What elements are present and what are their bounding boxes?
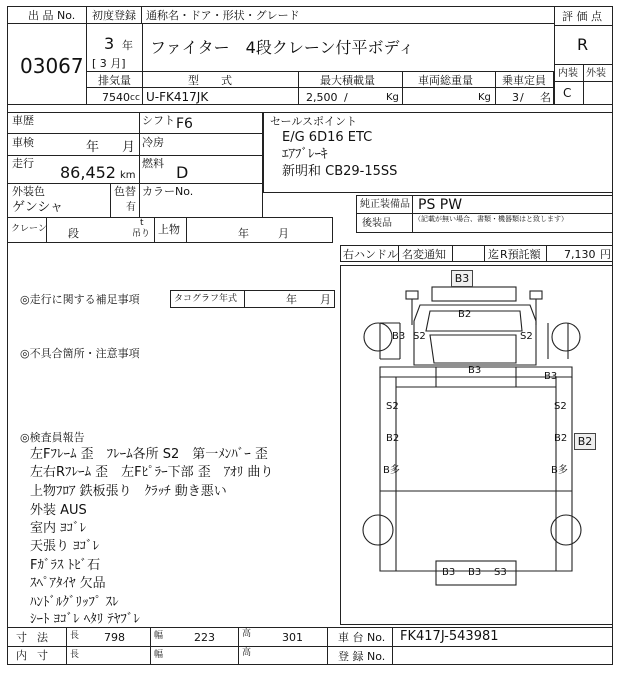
mark-right-tire-b3: B3 <box>544 371 558 382</box>
exterior-label: 外装 <box>586 68 606 79</box>
name-label: 通称名・ドア・形状・グレード <box>146 9 300 22</box>
mark-left-b2: B2 <box>386 433 400 444</box>
inspector-line: 左右Rﾌﾚｰﾑ 歪 左Fﾋﾟﾗｰ下部 歪 ｱｵﾘ 曲り <box>30 465 274 480</box>
displacement-label: 排気量 <box>98 74 131 87</box>
fuel-value: D <box>176 163 189 182</box>
inner-width-label: 幅 <box>154 650 164 660</box>
divider <box>110 183 111 218</box>
mark-left-b-many: B多 <box>383 465 400 476</box>
mark-rear-b3-1: B3 <box>442 567 456 578</box>
exterior-color: ゲンシャ <box>12 200 64 215</box>
divider <box>150 627 151 665</box>
aftermarket-label: 後装品 <box>362 218 392 229</box>
capacity-label: 乗車定員 <box>502 74 546 87</box>
aftermarket-note: （記載が無い場合、書類・機器類はと致します） <box>414 215 568 223</box>
mark-right-s2: S2 <box>554 401 567 412</box>
width: 223 <box>194 631 215 644</box>
equipment-label: 純正装備品 <box>360 199 410 210</box>
color-no-label: カラーNo. <box>142 185 194 198</box>
divider <box>7 183 263 184</box>
divider <box>244 290 245 308</box>
capacity: 3 <box>512 91 519 104</box>
divider <box>238 627 239 665</box>
history-label: 車歴 <box>12 114 34 127</box>
color-change-label: 色替 <box>114 185 136 198</box>
footer-row-2 <box>7 646 613 665</box>
grade-label: 評 価 点 <box>562 10 602 23</box>
divider <box>546 245 547 262</box>
mark-cab-right-s2: S2 <box>520 331 533 342</box>
divider <box>66 627 67 665</box>
height: 301 <box>282 631 303 644</box>
inspector-line: Fｶﾞﾗｽ ﾄﾋﾞ石 <box>30 558 101 573</box>
mark-rear-s3: S3 <box>494 567 507 578</box>
vin-label: 車 台 No. <box>338 631 386 644</box>
steering-side: 右ハンドル <box>343 248 398 261</box>
mileage: 86,452 <box>60 163 116 182</box>
capacity-slash: / <box>520 91 524 104</box>
upper-year: 年 <box>238 227 249 240</box>
divider <box>554 81 613 82</box>
mark-side-box: B2 <box>574 433 596 450</box>
divider <box>154 217 155 243</box>
divider <box>356 213 613 214</box>
length-label: 長 <box>70 631 80 641</box>
inspector-line: 上物ﾌﾛｱ 鉄板張り ｸﾗｯﾁ 動き悪い <box>30 484 227 499</box>
sales-line-3: 新明和 CB29-15SS <box>282 164 398 179</box>
divider <box>327 627 328 665</box>
mark-right-b2: B2 <box>554 433 568 444</box>
displacement: 7540 <box>102 91 130 104</box>
tachograph-label: タコグラフ年式 <box>174 294 238 304</box>
interior-label: 内装 <box>558 68 578 79</box>
recycle-deposit-unit: 円 <box>600 248 611 261</box>
header-line <box>86 23 554 24</box>
divider <box>398 245 399 262</box>
equipment: PS PW <box>418 197 463 213</box>
shift-label: シフト <box>142 114 175 127</box>
mark-cab-left-b3: B3 <box>392 331 406 342</box>
divider <box>402 71 403 105</box>
inspection-label: 車検 <box>12 136 34 149</box>
max-load-unit: Kg <box>386 92 399 103</box>
inspector-report-label: ◎検査員報告 <box>20 431 85 444</box>
divider <box>392 627 393 665</box>
divider <box>412 195 413 233</box>
reg-no-label: 登 録 No. <box>338 650 386 663</box>
vin: FK417J-543981 <box>400 629 499 644</box>
inspection-month: 月 <box>122 140 136 155</box>
sales-point-label: セールスポイント <box>270 115 358 128</box>
length: 798 <box>104 631 125 644</box>
first-reg-label: 初度登録 <box>92 9 136 22</box>
inspection-year: 年 <box>86 140 100 155</box>
mark-cab-top: B2 <box>458 309 472 320</box>
sales-line-2: ｴｱﾌﾞﾚｰｷ <box>282 147 328 162</box>
tachograph-year: 年 <box>286 293 297 306</box>
defects-label: ◎不具合箇所・注意事項 <box>20 347 140 360</box>
inspector-line: ｽﾍﾟｱﾀｲﾔ 欠品 <box>30 576 106 591</box>
driving-notes-label: ◎走行に関する補足事項 <box>20 293 140 306</box>
mark-left-s2: S2 <box>386 401 399 412</box>
mark-body-center-b3: B3 <box>468 365 482 376</box>
crane-ton-unit: t <box>140 218 144 228</box>
recycle-deposit: 7,130 <box>564 248 596 261</box>
divider <box>139 112 140 183</box>
gross-weight-label: 車両総重量 <box>418 74 473 87</box>
width-label: 幅 <box>154 631 164 641</box>
inner-height-label: 高 <box>242 648 252 658</box>
mileage-label: 走行 <box>12 157 34 170</box>
divider <box>298 71 299 105</box>
shift-value: F6 <box>176 116 193 132</box>
divider <box>86 87 554 88</box>
exterior-color-label: 外装色 <box>12 185 45 198</box>
gross-weight-unit: Kg <box>478 92 491 103</box>
divider <box>7 155 263 156</box>
vehicle-title: ファイター 4段クレーン付平ボディ <box>150 38 415 57</box>
mileage-unit: km <box>120 170 136 181</box>
fuel-label: 燃料 <box>142 157 164 170</box>
upper-month: 月 <box>278 227 289 240</box>
inspector-line: ﾊﾝﾄﾞﾙｸﾞﾘｯﾌﾟ ｽﾚ <box>30 595 119 610</box>
max-load: 2,500 <box>306 91 338 104</box>
divider <box>139 183 140 218</box>
lot-no-label: 出 品 No. <box>28 9 76 22</box>
height-label: 高 <box>242 629 252 639</box>
first-reg-year: 3 <box>104 34 115 53</box>
upper-label: 上物 <box>158 223 180 236</box>
name-change-label: 名変通知 <box>402 248 446 261</box>
mark-cab-left-s2: S2 <box>413 331 426 342</box>
overall-grade: R <box>577 35 589 54</box>
displacement-unit: cc <box>130 93 140 103</box>
tachograph-month: 月 <box>320 293 331 306</box>
inspector-line: 室内 ﾖｺﾞﾚ <box>30 521 87 536</box>
deadline-label: 迄 <box>488 248 499 261</box>
crane-steps: 段 <box>68 227 79 240</box>
first-reg-year-unit: 年 <box>122 39 133 52</box>
mark-rear-b3-2: B3 <box>468 567 482 578</box>
color-change-value: 有 <box>126 202 136 213</box>
divider <box>142 71 143 105</box>
divider <box>142 23 143 72</box>
inspector-line: ｼｰﾄ ﾖｺﾞﾚ ﾍﾀﾘ ﾃﾔﾌﾞﾚ <box>30 612 140 627</box>
sales-line-1: E/G 6D16 ETC <box>282 130 373 145</box>
inner-length-label: 長 <box>70 650 80 660</box>
model: U-FK417JK <box>146 90 209 104</box>
divider <box>495 71 496 105</box>
inspector-line: 左Fﾌﾚｰﾑ 歪 ﾌﾚｰﾑ各所 S2 第一ﾒﾝﾊﾞｰ 歪 <box>30 447 268 462</box>
model-label: 型 式 <box>188 74 232 87</box>
divider <box>484 245 485 262</box>
footer-row-1 <box>7 627 613 647</box>
dims-label: 寸法 <box>16 631 58 644</box>
inspector-line: 天張り ﾖｺﾞﾚ <box>30 539 100 554</box>
capacity-unit: 名 <box>540 91 551 104</box>
crane-label: クレーン <box>11 224 47 234</box>
divider <box>186 217 187 243</box>
mark-right-b-many: B多 <box>551 465 568 476</box>
first-reg-month: [ 3 月] <box>92 57 126 70</box>
inspector-line: 外装 AUS <box>30 503 87 518</box>
inner-dims-label: 内寸 <box>16 649 58 662</box>
max-load-slash: / <box>344 91 348 104</box>
divider <box>7 133 263 134</box>
max-load-label: 最大積載量 <box>320 74 375 87</box>
lot-no: 03067 <box>20 54 84 78</box>
recycle-deposit-label: R預託額 <box>500 248 541 261</box>
ac-label: 冷房 <box>142 136 164 149</box>
divider <box>452 245 453 262</box>
divider <box>583 64 584 105</box>
interior-grade: C <box>563 86 572 100</box>
mark-top-box: B3 <box>451 270 473 287</box>
crane-hoist: 吊り <box>132 229 151 239</box>
